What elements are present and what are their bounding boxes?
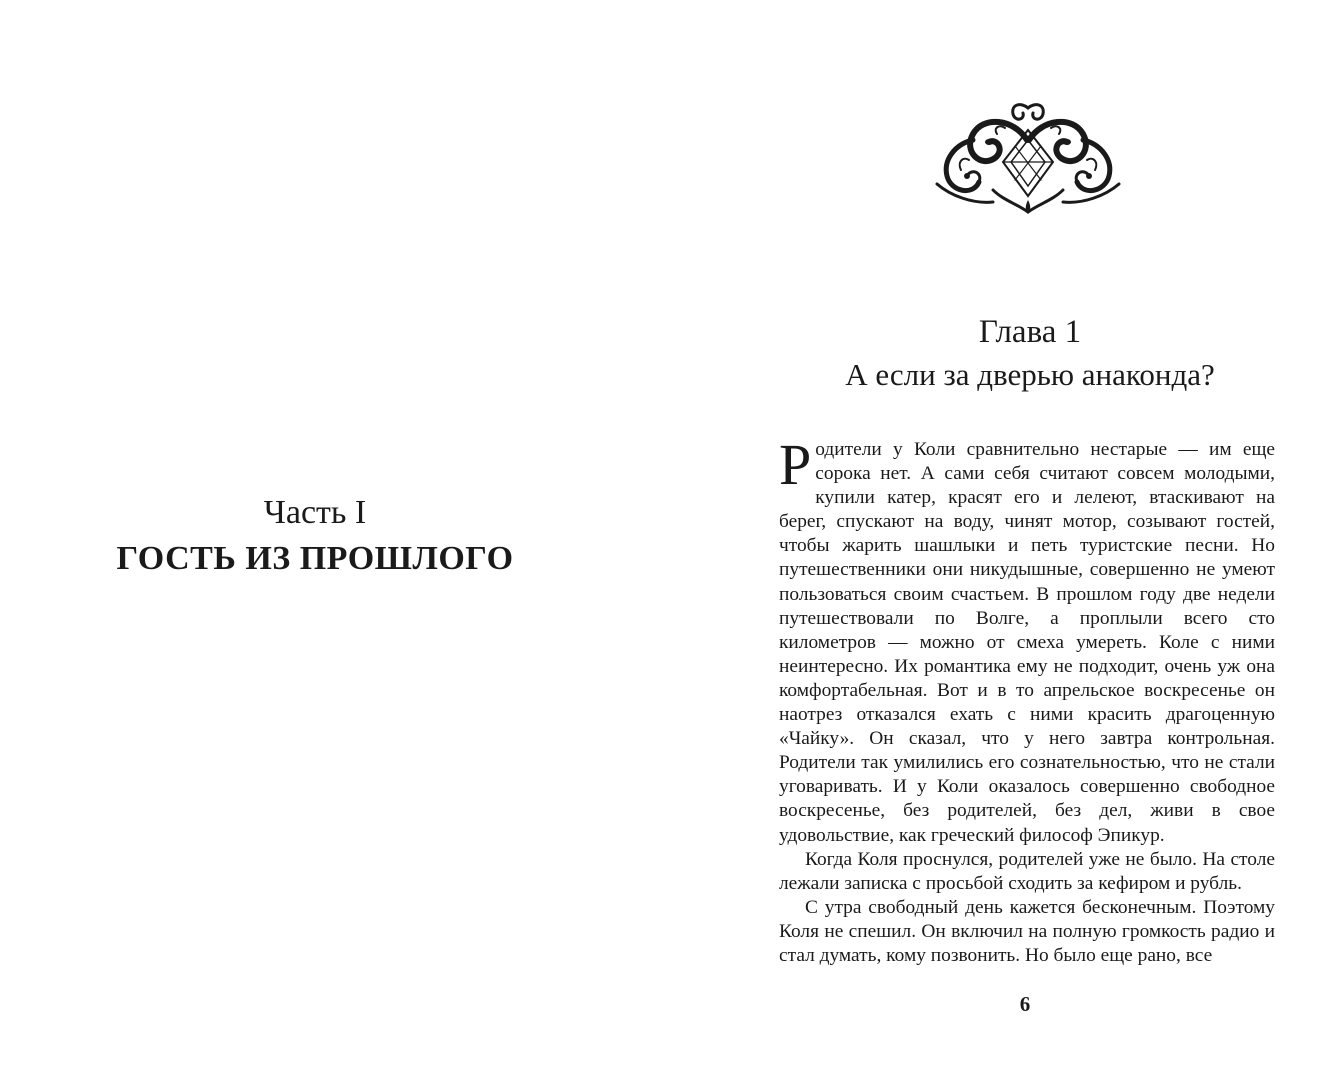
right-page [650,0,1343,1080]
part-number: Часть I [263,494,367,531]
chapter-number: Глава 1 [978,314,1082,350]
paragraph: С утра свободный день кажется бесконечным. Поэтому Коля не спешил. Он включил на полную громкость радио и стал думать, кому позвонить. Но было еще рано, все [779,896,1275,966]
paragraph [779,432,1275,848]
chapter-body [779,432,1275,968]
part-heading [100,490,530,582]
part-title: ГОСТЬ ИЗ ПРОШЛОГО [116,540,514,577]
chapter-title: А если за дверью анаконда? [845,357,1215,392]
left-page [0,0,650,1080]
paragraph-text: одители у Коли сравнительно нестарые — им еще сорока нет. А сами себя считают совсем молодыми, купили катер, красят его и лелеют, втаскивают на берег, спускают на воду, чинят мотор, созывают гостей, чтобы жарить шашлыки и петь туристские песни. Но путешественники они никудышные, совершенно не умеют пользоваться своим счастьем. В прошлом году две недели путешествовали по Волге, а проплыли всего сто километров — можно от смеха умереть. Коле с ними неинтересно. Их романтика ему не подходит, очень уж она комфортабельная. Вот и в то апрельское воскресенье он наотрез отказался ехать с ними красить драгоценную «Чайку». Он сказал, что у него завтра контрольная. Родители так умилились его сознательностью, что не стали уговаривать. И у Коли оказалось совершенно свободное воскресенье, без родителей, без дел, живи в свое удовольствие, как греческий философ Эпикур. [779,439,1275,846]
drop-cap: Р [779,432,812,497]
chapter-heading [780,310,1280,396]
floral-vignette-icon [933,100,1123,218]
paragraph: Когда Коля проснулся, родителей уже не было. На столе лежали записка с просьбой сходить за кефиром и рубль. [779,848,1275,894]
page-number: 6 [1019,992,1031,1016]
